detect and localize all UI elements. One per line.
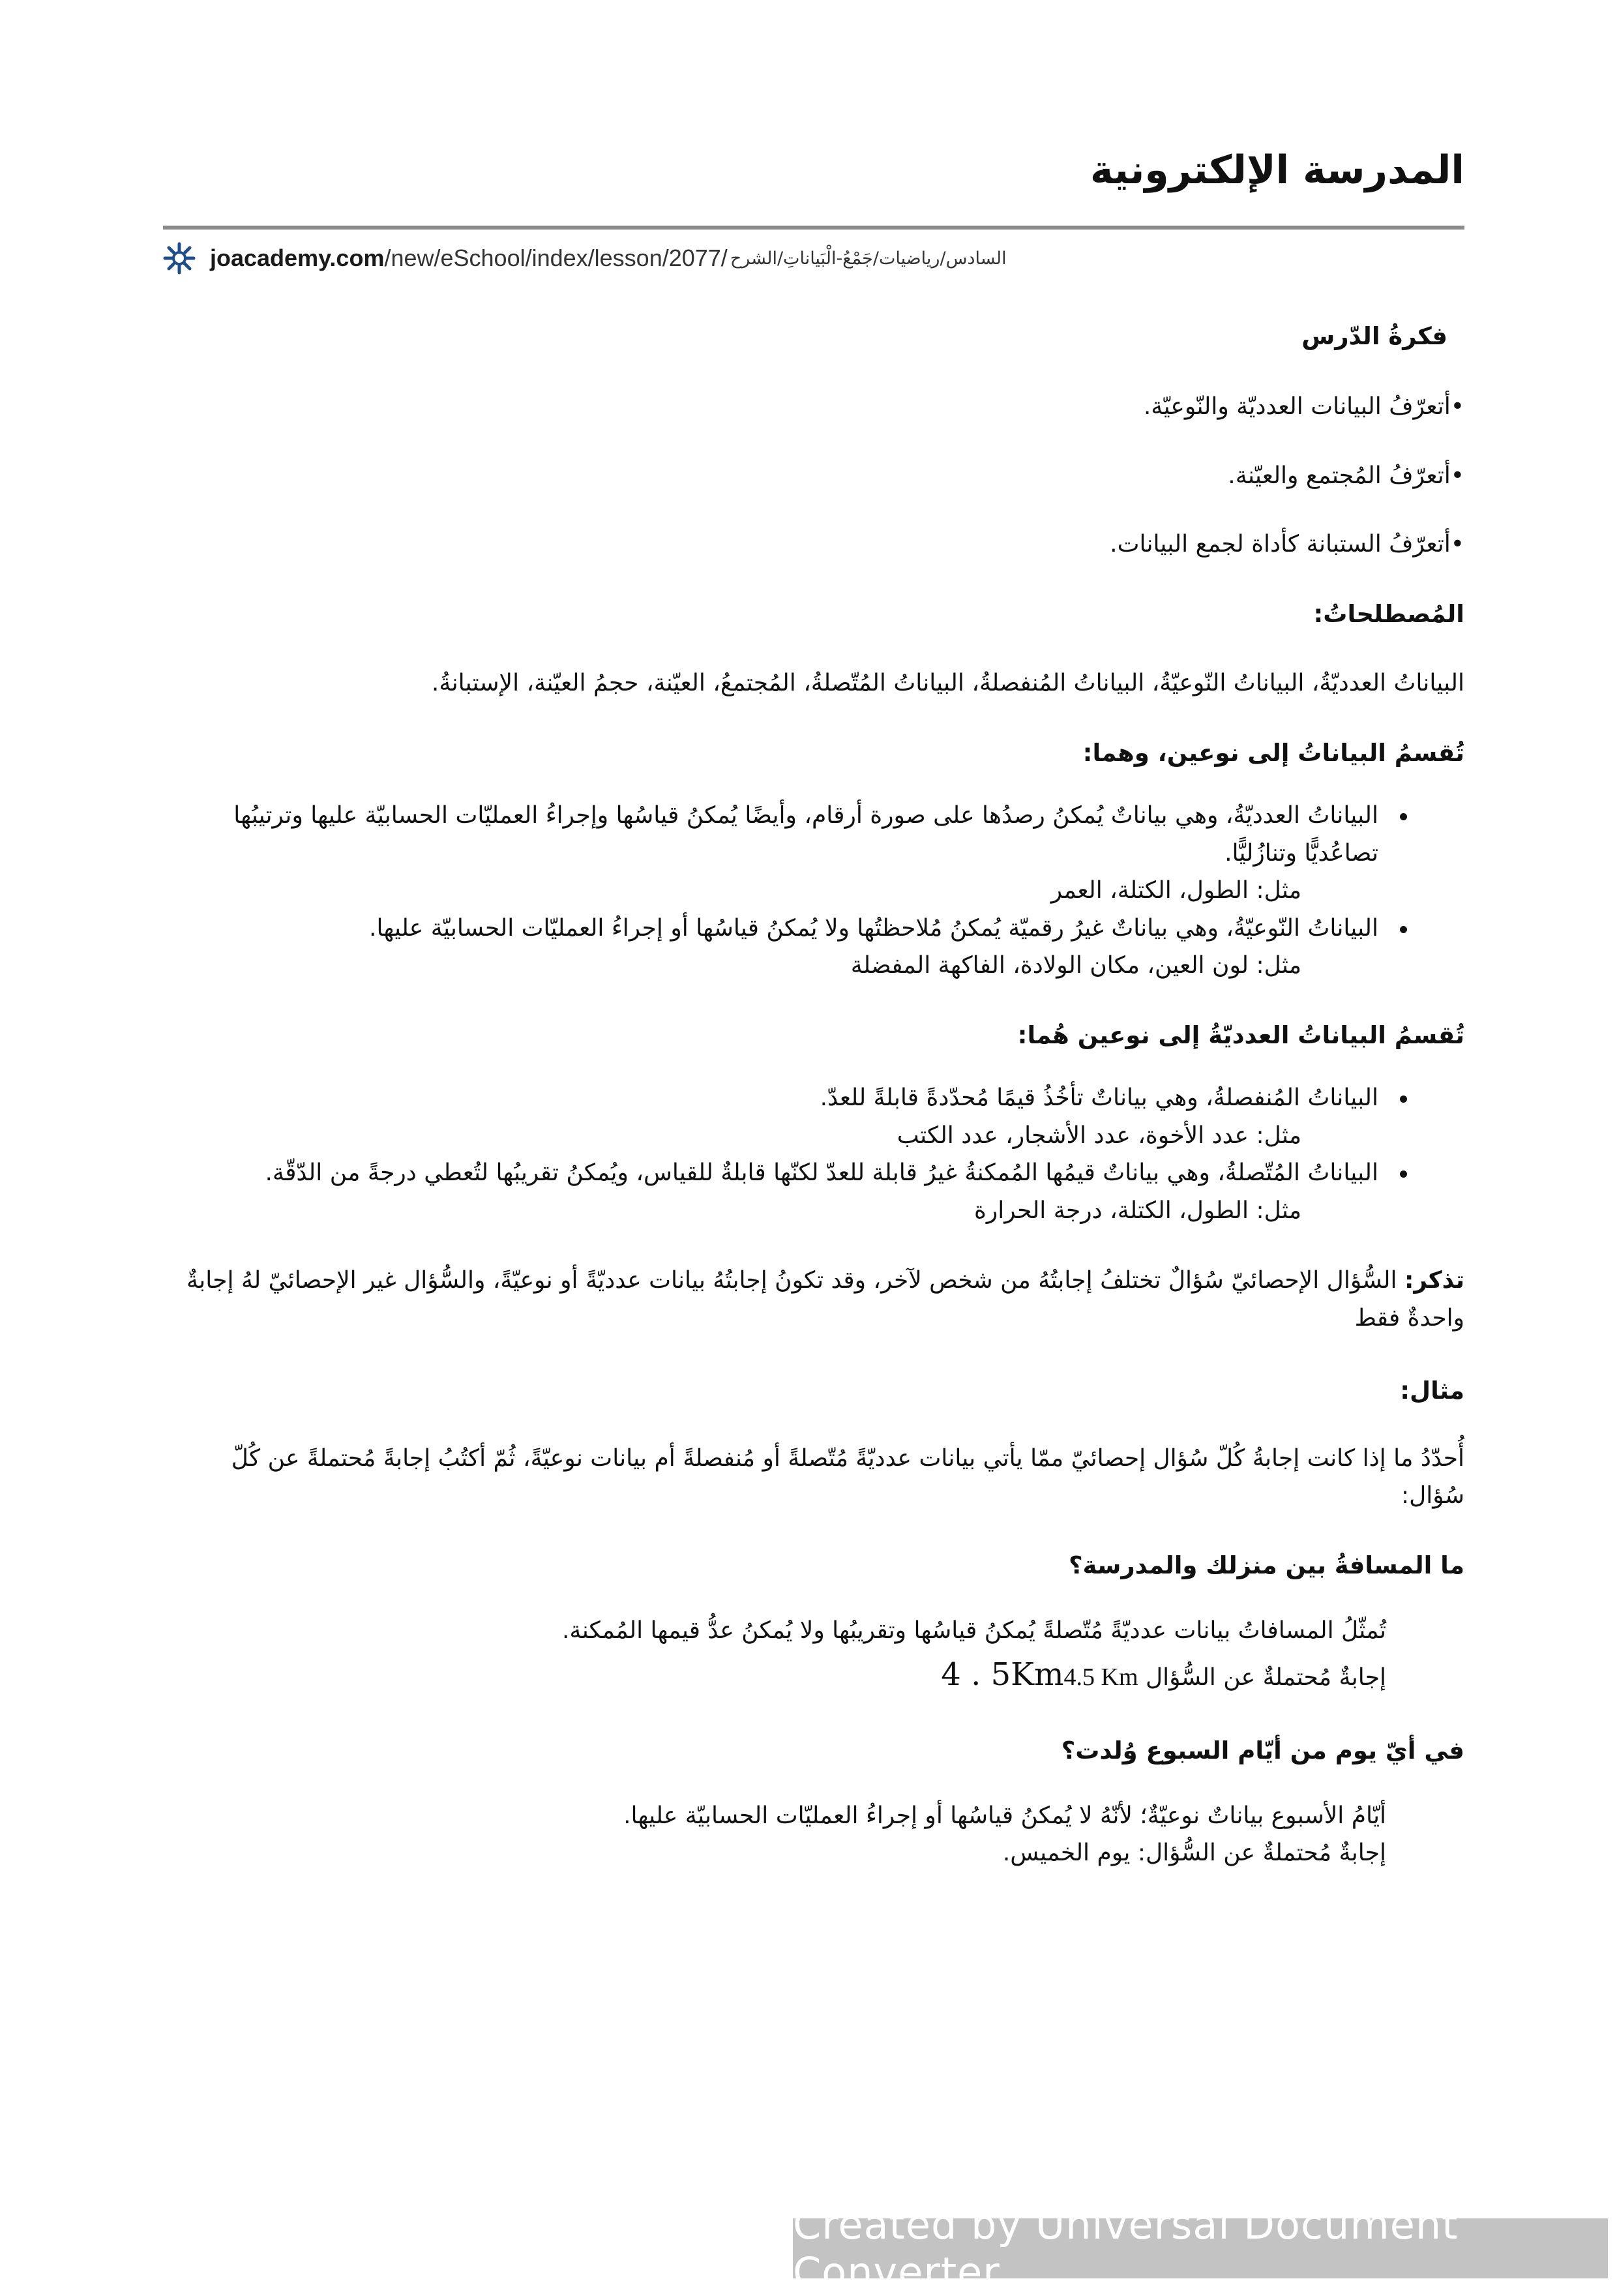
list-item-example: مثل: عدد الأخوة، عدد الأشجار، عدد الكتب — [897, 1122, 1301, 1149]
list-item-example: مثل: الطول، الكتلة، العمر — [1050, 877, 1301, 904]
url-path: /new/eSchool/index/lesson/2077/ — [384, 245, 728, 271]
lesson-idea-heading: فكرةُ الدّرس — [1301, 322, 1447, 350]
answer-2-text: أيّامُ الأسبوع بياناتٌ نوعيّةٌ؛ لأنّهُ لا يُمكنُ قياسُها أو إجراءُ العمليّات الحسابيّة عليها. — [623, 1802, 1386, 1829]
possible-answer-label: إجابةٌ مُحتملةٌ عن السُّؤال — [1145, 1663, 1386, 1691]
remember-text: السُّؤال الإحصائيّ سُؤالٌ تختلفُ إجابتُهُ من شخص لآخر، وقد تكونُ إجابتُهُ بيانات عدديّةً أو نوعيّةً، والسُّؤال غير الإحصائيّ لهُ إجابةٌ واحدةٌ فقط — [186, 1267, 1464, 1332]
numeric-types-heading: تُقسمُ البياناتُ العدديّةُ إلى نوعين هُما: — [1017, 1021, 1464, 1049]
objective-item: •أتعرّفُ المُجتمع والعيّنة. — [1228, 462, 1464, 489]
answer-value-large: 4 . 5Km — [941, 1656, 1064, 1693]
answer-2-possible: إجابةٌ مُحتملةٌ عن السُّؤال: يوم الخميس. — [1002, 1840, 1386, 1867]
answer-value-small: 4.5 Km — [1063, 1663, 1138, 1691]
list-item: البياناتُ المُنفصلةُ، وهي بياناتٌ تأخُذُ قيمًا مُحدّدةً قابلةً للعدّ. — [163, 1079, 1464, 1117]
remember-label: تذكر: — [1404, 1267, 1464, 1294]
document-page — [163, 0, 1464, 2288]
watermark: Created by Universal Document Converter — [793, 2218, 1608, 2278]
objective-item: •أتعرّفُ الستبانة كأداة لجمع البيانات. — [1110, 531, 1464, 558]
header-divider — [163, 226, 1464, 230]
remember-note — [163, 1262, 1464, 1337]
question-1: ما المسافةُ بين منزلك والمدرسة؟ — [1069, 1551, 1464, 1580]
terms-text: البياناتُ العدديّةُ، البياناتُ النّوعيّةُ، البياناتُ المُنفصلةُ، البياناتُ المُتّصلةُ، المُجتمعُ، العيّنة، حجمُ العيّنة، الإستبانةُ. — [431, 670, 1464, 697]
list-item: البياناتُ العدديّةُ، وهي بياناتٌ يُمكنُ رصدُها على صورة أرقام، وأيضًا يُمكنُ قياسُها وإجراءُ العمليّات الحسابيّة عليها وترتيبُها تصاعُديًّا وتنازُليًّا. — [163, 797, 1464, 872]
list-item: البياناتُ المُتّصلةُ، وهي بياناتٌ قيمُها المُمكنةُ غيرُ قابلة للعدّ لكنّها قابلةٌ للقياس، ويُمكنُ تقريبُها لتُعطي درجةً من الدّقّة. — [163, 1154, 1464, 1192]
list-item-example: مثل: الطول، الكتلة، درجة الحرارة — [973, 1197, 1301, 1224]
objective-item: •أتعرّفُ البيانات العدديّة والنّوعيّة. — [1143, 393, 1464, 421]
numeric-types-list — [163, 1079, 1464, 1229]
data-types-heading: تُقسمُ البياناتُ إلى نوعين، وهما: — [1082, 738, 1464, 767]
answer-2 — [163, 1797, 1464, 1872]
list-item-example: مثل: لون العين، مكان الولادة، الفاكهة المفضلة — [850, 952, 1301, 979]
answer-1-possible — [163, 1650, 1386, 1700]
page-title: المدرسة الإلكترونية — [1090, 147, 1464, 193]
data-types-list — [163, 797, 1464, 985]
answer-1 — [163, 1612, 1464, 1699]
joacademy-logo-icon — [163, 242, 196, 275]
lesson-content — [163, 306, 1464, 1872]
terms-heading: المُصطلحاتُ: — [1313, 599, 1464, 628]
question-2: في أيّ يوم من أيّام السبوع وُلدت؟ — [1061, 1736, 1464, 1765]
answer-1-text: تُمثّلُ المسافاتُ بيانات عدديّةً مُتّصلةً يُمكنُ قياسُها وتقريبُها ولا يُمكنُ عدُّ قيمها المُمكنة. — [561, 1617, 1386, 1645]
url-domain: joacademy.com — [210, 245, 385, 271]
example-intro: أُحدّدُ ما إذا كانت إجابةُ كُلّ سُؤال إحصائيّ ممّا يأتي بيانات عدديّةً مُتّصلةً أو مُنفصلةً أم بيانات نوعيّةً، ثُمّ أكتُبُ إجابةً مُحتملةً عن كُلّ سُؤال: — [231, 1444, 1464, 1510]
url-breadcrumb: السادس/رياضيات/جَمْعُ-الْبَياناتِ/الشرح — [730, 248, 1007, 269]
url-bar — [163, 239, 1464, 278]
example-heading: مثال: — [1400, 1376, 1464, 1405]
list-item: البياناتُ النّوعيّةُ، وهي بياناتٌ غيرُ رقميّة يُمكنُ مُلاحظتُها ولا يُمكنُ قياسُها أو إجراءُ العمليّات الحسابيّة عليها. — [163, 910, 1464, 947]
